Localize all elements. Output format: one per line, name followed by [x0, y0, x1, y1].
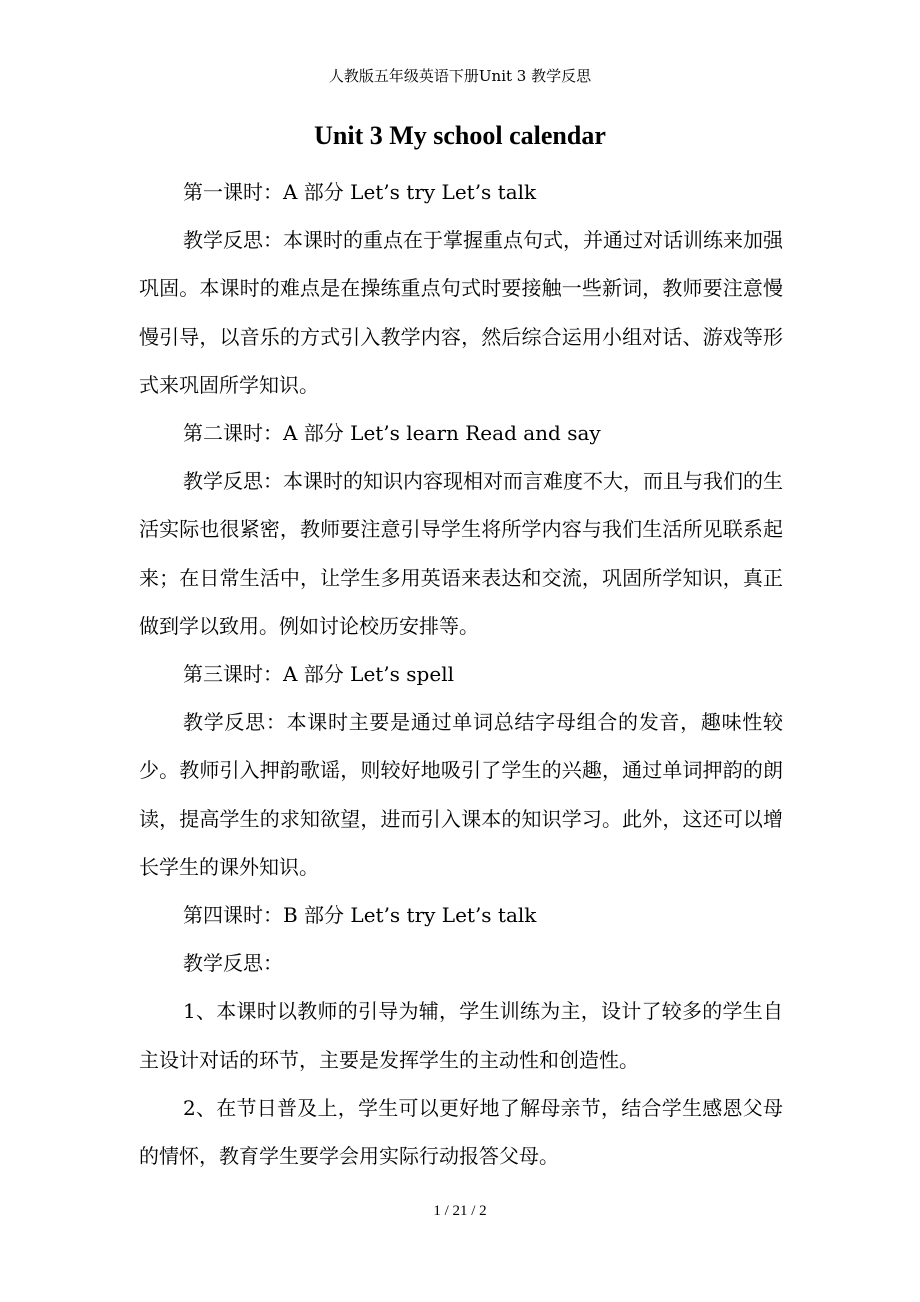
lesson-heading: 第三课时：A 部分 Let’s spell — [183, 662, 454, 687]
page-number: 1 / 21 / 2 — [433, 1203, 487, 1219]
document-title: Unit 3 My school calendar — [314, 121, 606, 150]
reflection-paragraph: 教学反思：本课时的知识内容现相对而言难度不大，而且与我们的生活实际也很紧密，教师要注意引导学生将所学内容与我们生活所见联系起来；在日常生活中，让学生多用英语来表达和交流，巩固所学知识，真正做到学以致用。例如讨论校历安排等。 — [139, 469, 783, 638]
lesson-heading: 第一课时：A 部分 Let’s try Let’s talk — [183, 180, 537, 204]
reflection-point: 2、在节日普及上，学生可以更好地了解母亲节，结合学生感恩父母的情怀，教育学生要学会用实际行动报答父母。 — [139, 1095, 783, 1169]
document-body — [139, 168, 783, 1180]
running-header: 人教版五年级英语下册Unit 3 教学反思 — [328, 67, 592, 85]
lesson-heading: 第二课时：A 部分 Let’s learn Read and say — [183, 421, 601, 446]
reflection-label: 教学反思： — [183, 951, 283, 976]
reflection-paragraph: 教学反思：本课时的重点在于掌握重点句式，并通过对话训练来加强巩固。本课时的难点是在操练重点句式时要接触一些新词，教师要注意慢慢引导，以音乐的方式引入教学内容，然后综合运用小组对话、游戏等形式来巩固所学知识。 — [139, 228, 783, 397]
reflection-paragraph: 教学反思：本课时主要是通过单词总结字母组合的发音，趣味性较少。教师引入押韵歌谣，则较好地吸引了学生的兴趣，通过单词押韵的朗读，提高学生的求知欲望，进而引入课本的知识学习。此外，这还可以增长学生的课外知识。 — [139, 710, 783, 879]
reflection-point: 1、本课时以教师的引导为辅，学生训练为主，设计了较多的学生自主设计对话的环节，主要是发挥学生的主动性和创造性。 — [139, 999, 783, 1072]
lesson-heading: 第四课时：B 部分 Let’s try Let’s talk — [183, 903, 537, 928]
